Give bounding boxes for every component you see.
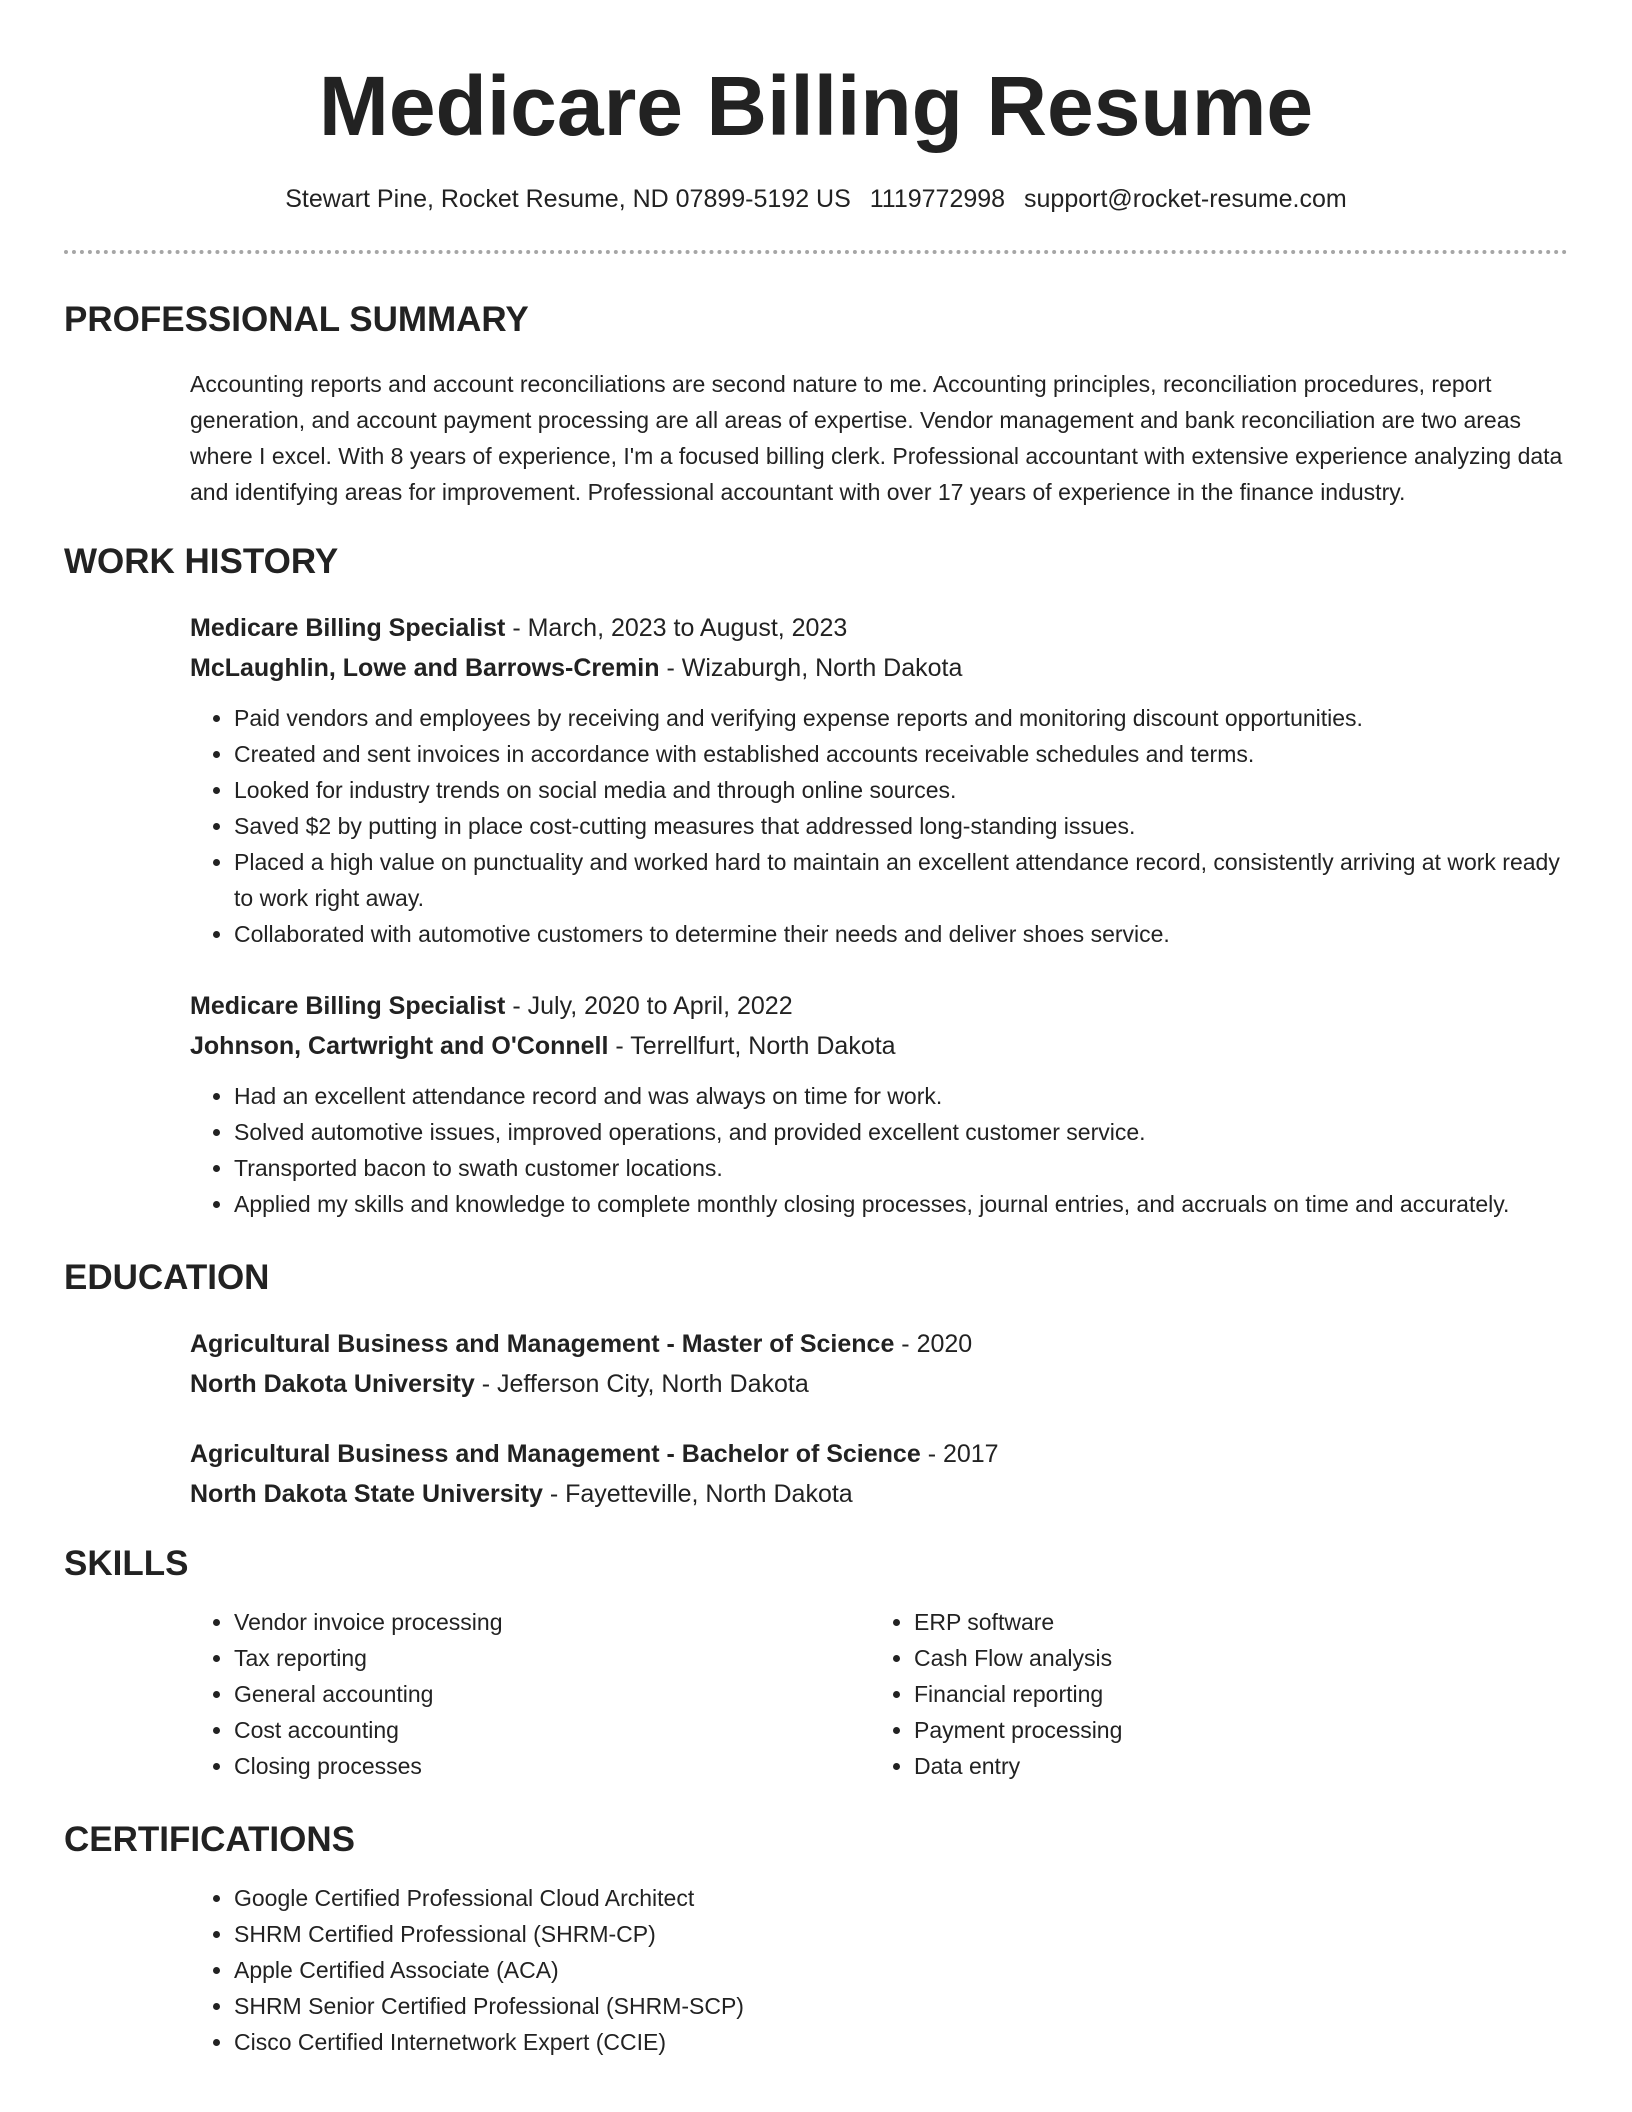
summary-text: Accounting reports and account reconciliations are second nature to me. Accounting principles, reconciliation procedures, report generation, and account payment processing are all areas of expertise. Vendor management and bank reconciliation are two areas where I excel. With 8 years of experience, I'm a focused billing clerk. Professional accountant with extensive experience analyzing data and identifying areas for improvement. Professional accountant with over 17 years of experience in the finance industry. [190,371,1563,505]
education-entry [190,1324,1568,1404]
certification-item: • Apple Certified Associate (ACA) [234,1952,1574,1988]
job-bullet: • Transported bacon to swath customer locations. [234,1150,1574,1186]
job-title: Medicare Billing Specialist [190,614,506,642]
certification-item: • SHRM Senior Certified Professional (SHRM-SCP) [234,1988,1574,2024]
job-bullet: • Solved automotive issues, improved operations, and provided excellent customer service. [234,1114,1574,1150]
job-entry [190,608,1568,952]
school-line [190,1474,1568,1514]
job-title-line [190,608,1568,648]
certification-item: • Google Certified Professional Cloud Architect [234,1880,1574,1916]
skill-item: • Payment processing [914,1712,1550,1748]
skills-list-right [870,1604,1550,1784]
degree-line [190,1434,1568,1474]
job-company-line [190,1026,1568,1066]
certifications-list [190,1880,1574,2060]
job-bullet-list [190,700,1574,952]
section-heading-summary: PROFESSIONAL SUMMARY [64,300,529,339]
job-bullet: • Created and sent invoices in accordance with established accounts receivable schedules and terms. [234,736,1574,772]
school: North Dakota State University [190,1480,543,1508]
skill-item: • Cost accounting [234,1712,870,1748]
skill-item: • Financial reporting [914,1676,1550,1712]
job-bullet: • Placed a high value on punctuality and worked hard to maintain an excellent attendance record, consistently arriving at work ready to work right away. [234,844,1574,916]
school-location: - Jefferson City, North Dakota [474,1370,809,1398]
skill-item: • Cash Flow analysis [914,1640,1550,1676]
contact-address: Stewart Pine, Rocket Resume, ND 07899-5192 US [285,185,851,213]
skill-item: • General accounting [234,1676,870,1712]
job-location: - Terrellfurt, North Dakota [608,1032,896,1060]
job-bullet: • Had an excellent attendance record and was always on time for work. [234,1078,1574,1114]
skill-item: • ERP software [914,1604,1550,1640]
job-bullet: • Applied my skills and knowledge to complete monthly closing processes, journal entries, and accruals on time and accurately. [234,1186,1574,1222]
certification-item: • Cisco Certified Internetwork Expert (CCIE) [234,2024,1574,2060]
job-dates: - July, 2020 to April, 2022 [505,992,793,1020]
school-line [190,1364,1568,1404]
skill-item: • Closing processes [234,1748,870,1784]
skills-list-left [190,1604,870,1784]
contact-phone: 1119772998 [869,185,1006,213]
job-company-line [190,648,1568,688]
skills-grid [190,1604,1568,1784]
job-bullet: • Paid vendors and employees by receiving and verifying expense reports and monitoring discount opportunities. [234,700,1574,736]
job-bullet: • Looked for industry trends on social media and through online sources. [234,772,1574,808]
school-location: - Fayetteville, North Dakota [542,1480,853,1508]
education-entry [190,1434,1568,1514]
job-entry [190,986,1568,1222]
skill-item: • Vendor invoice processing [234,1604,870,1640]
header-divider [64,250,1568,254]
contact-email[interactable]: support@rocket-resume.com [1024,185,1347,213]
resume-title: Medicare Billing Resume [318,59,1314,153]
school: North Dakota University [190,1370,475,1398]
job-company: Johnson, Cartwright and O'Connell [190,1032,609,1060]
contact-line [64,182,1568,216]
job-bullet: • Collaborated with automotive customers to determine their needs and deliver shoes service. [234,916,1574,952]
resume-page [64,0,1568,2060]
job-dates: - March, 2023 to August, 2023 [505,614,848,642]
degree-line [190,1324,1568,1364]
job-bullet-list [190,1078,1574,1222]
skill-item: • Data entry [914,1748,1550,1784]
job-bullet: • Saved $2 by putting in place cost-cutting measures that addressed long-standing issues. [234,808,1574,844]
section-heading-skills: SKILLS [64,1544,189,1583]
degree-year: - 2020 [894,1330,973,1358]
skill-item: • Tax reporting [234,1640,870,1676]
job-location: - Wizaburgh, North Dakota [659,654,963,682]
degree-year: - 2017 [920,1440,999,1468]
certification-item: • SHRM Certified Professional (SHRM-CP) [234,1916,1574,1952]
section-heading-certifications: CERTIFICATIONS [64,1820,356,1859]
certifications-block [190,1880,1568,2060]
job-title: Medicare Billing Specialist [190,992,506,1020]
degree: Agricultural Business and Management - Bachelor of Science [190,1440,921,1468]
section-heading-education: EDUCATION [64,1258,270,1297]
job-company: McLaughlin, Lowe and Barrows-Cremin [190,654,660,682]
section-heading-work-history: WORK HISTORY [64,542,339,581]
job-title-line [190,986,1568,1026]
degree: Agricultural Business and Management - Master of Science [190,1330,895,1358]
